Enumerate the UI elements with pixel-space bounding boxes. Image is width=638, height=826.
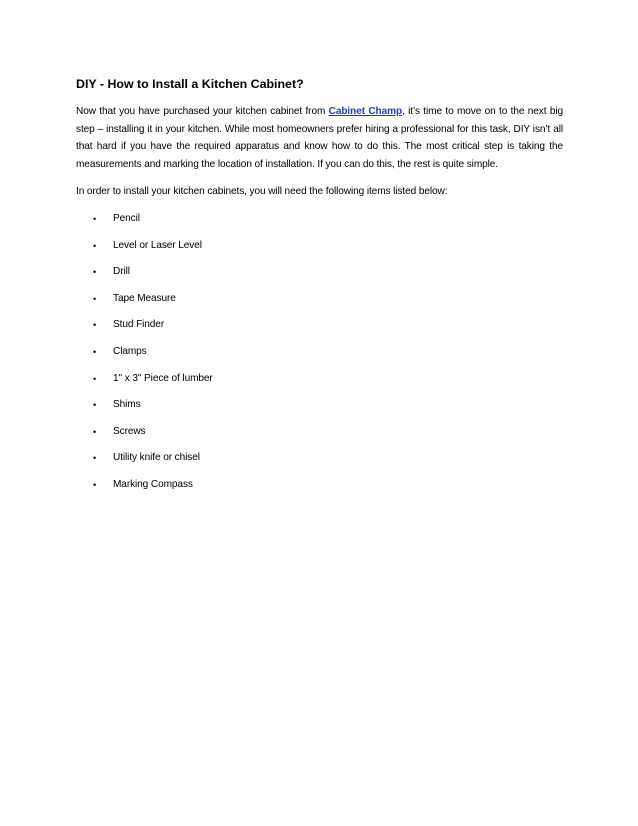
list-item xyxy=(76,259,563,286)
list-item xyxy=(76,233,563,260)
list-item-label: Marking Compass xyxy=(113,478,193,490)
bullet-icon: • xyxy=(93,214,97,224)
bullet-icon: • xyxy=(93,293,97,304)
intro-paragraph xyxy=(76,103,563,173)
bullet-icon: • xyxy=(93,373,97,384)
document-title: DIY - How to Install a Kitchen Cabinet? xyxy=(76,77,304,91)
list-item-label: Utility knife or chisel xyxy=(113,452,200,464)
bullet-icon: • xyxy=(93,320,97,331)
bullet-icon: • xyxy=(93,479,97,490)
intro-text-after-link: , it’s time to move on to the next big step – installing it in your kitchen. While most homeowners prefer hiring a professional for this task, DIY isn’t all that hard if you have the required apparatus and know how to do this. The most critical step is taking the measurements and marking the location of installation. If you can do this, the rest is quite simple. xyxy=(76,106,563,170)
list-item-label: Drill xyxy=(113,266,130,278)
list-item-label: Tape Measure xyxy=(113,292,176,304)
bullet-icon: • xyxy=(93,267,97,278)
bullet-icon: • xyxy=(93,346,97,357)
intro-text-before-link: Now that you have purchased your kitchen cabinet from xyxy=(76,106,329,117)
list-item-label: Screws xyxy=(113,425,146,437)
list-item-label: Shims xyxy=(113,399,141,411)
list-item-label: Clamps xyxy=(113,345,147,357)
cabinet-champ-link[interactable]: Cabinet Champ xyxy=(328,106,403,117)
list-item xyxy=(76,312,563,339)
list-item xyxy=(76,286,563,313)
list-item xyxy=(76,392,563,419)
list-item-label: 1" x 3" Piece of lumber xyxy=(113,372,213,384)
bullet-icon: • xyxy=(93,453,97,464)
list-item xyxy=(76,419,563,446)
document-body xyxy=(76,76,563,499)
items-intro-paragraph: In order to install your kitchen cabinets, you will need the following items listed below: xyxy=(76,186,448,197)
bullet-icon: • xyxy=(93,240,97,251)
list-item-label: Level or Laser Level xyxy=(113,239,202,251)
bullet-icon: • xyxy=(93,400,97,411)
list-item xyxy=(76,445,563,472)
list-item xyxy=(76,366,563,393)
required-items-list xyxy=(76,206,563,499)
list-item-label: Stud Finder xyxy=(113,319,165,331)
list-item xyxy=(76,339,563,366)
list-item xyxy=(76,472,563,499)
list-item-label: Pencil xyxy=(113,213,140,224)
bullet-icon: • xyxy=(93,426,97,437)
list-item xyxy=(76,206,563,233)
